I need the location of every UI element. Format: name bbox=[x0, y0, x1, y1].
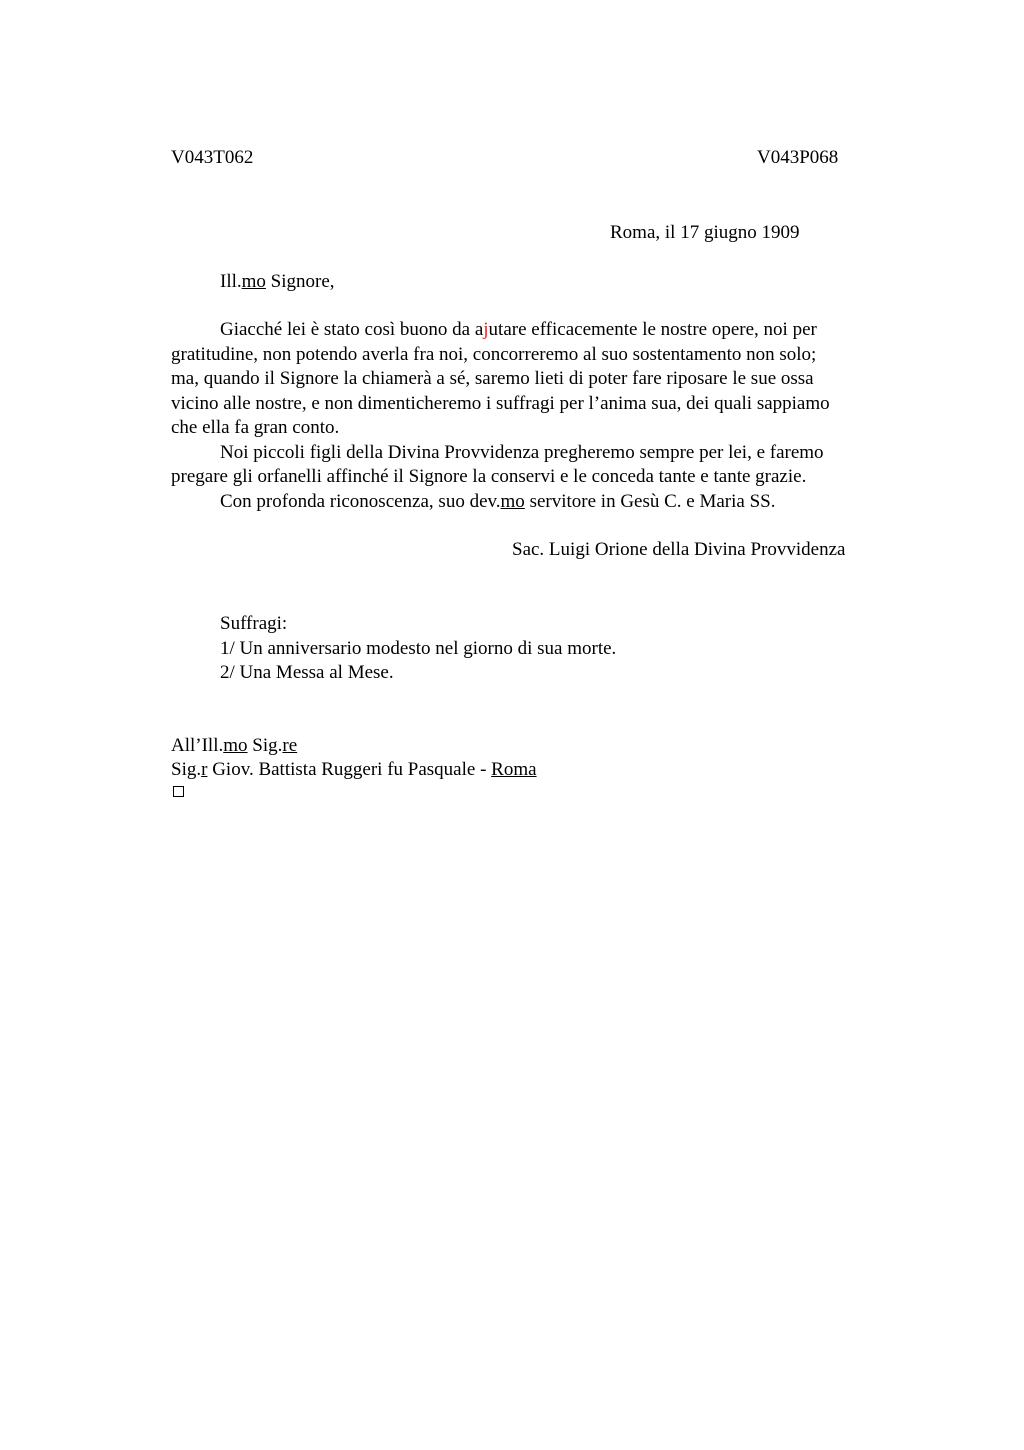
list-item: 2/ Una Messa al Mese. bbox=[220, 662, 394, 683]
signature: Sac. Luigi Orione della Divina Provvidenza bbox=[512, 539, 846, 560]
closing-line: Con profonda riconoscenza, suo dev.mo servitore in Gesù C. e Maria SS. bbox=[220, 491, 776, 512]
highlighted-letter: j bbox=[483, 319, 489, 340]
checkbox-square-icon bbox=[173, 786, 184, 797]
date-line: Roma, il 17 giugno 1909 bbox=[610, 222, 800, 243]
list-item: 1/ Un anniversario modesto nel giorno di sua morte. bbox=[220, 638, 617, 659]
body-line: ma, quando il Signore la chiamerà a sé, saremo lieti di poter fare riposare le sue ossa bbox=[171, 368, 814, 389]
body-line: Noi piccoli figli della Divina Provvidenza pregheremo sempre per lei, e faremo bbox=[220, 442, 824, 463]
address-line: Sig.r Giov. Battista Ruggeri fu Pasquale - Roma bbox=[171, 759, 537, 780]
archive-code-left: V043T062 bbox=[171, 147, 254, 168]
archive-code-right: V043P068 bbox=[757, 147, 839, 168]
body-line: pregare gli orfanelli affinché il Signore la conservi e le conceda tante e tante grazie. bbox=[171, 466, 807, 487]
address-line: All’Ill.mo Sig.re bbox=[171, 735, 298, 756]
body-line: Giacché lei è stato così buono da ajutare efficacemente le nostre opere, noi per bbox=[220, 319, 817, 340]
body-line: vicino alle nostre, e non dimenticheremo i suffragi per l’anima sua, dei quali sappiamo bbox=[171, 393, 830, 414]
salutation: Ill.mo Signore, bbox=[220, 271, 335, 292]
suffragi-title: Suffragi: bbox=[220, 613, 288, 634]
body-line: che ella fa gran conto. bbox=[171, 417, 340, 438]
body-line: gratitudine, non potendo averla fra noi, concorreremo al suo sostentamento non solo; bbox=[171, 344, 817, 365]
